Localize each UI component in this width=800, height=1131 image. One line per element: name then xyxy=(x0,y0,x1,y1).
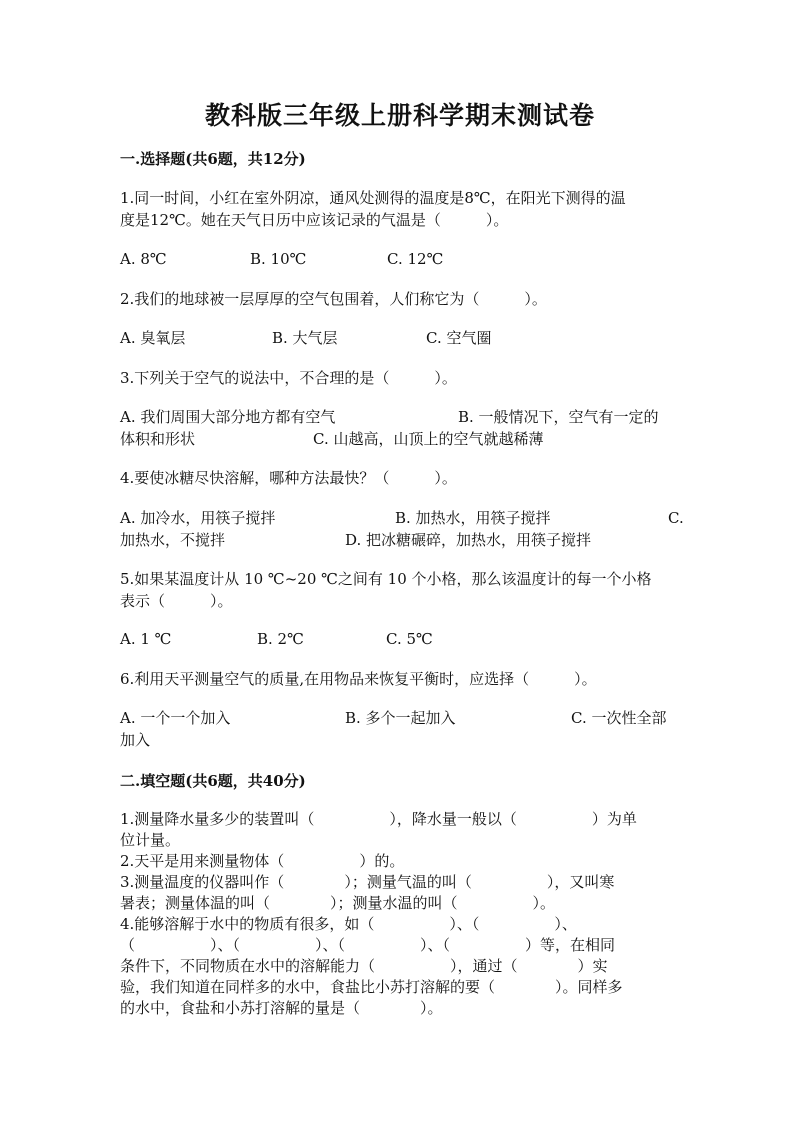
question-text: 2.我们的地球被一层厚厚的空气包围着，人们称它为（ ）。 xyxy=(120,290,547,308)
option-c: C. 12℃ xyxy=(387,250,444,268)
fill-line: 1.测量降水量多少的装置叫（ ），降水量一般以（ ）为单 xyxy=(120,810,637,828)
question-text: 3.下列关于空气的说法中，不合理的是（ ）。 xyxy=(120,369,457,387)
fill-line: 暑表；测量体温的叫（ ）；测量水温的叫（ ）。 xyxy=(120,894,556,912)
fill-line: 验，我们知道在同样多的水中，食盐比小苏打溶解的要（ ）。同样多 xyxy=(120,978,623,996)
option-c-continued: 加热水，不搅拌 xyxy=(120,531,226,549)
option-b-continued: 体积和形状 xyxy=(120,430,196,448)
option-c: C. 5℃ xyxy=(386,630,433,648)
option-d: D. 把冰糖碾碎，加热水，用筷子搅拌 xyxy=(345,531,592,549)
question-text: 5.如果某温度计从 10 ℃~20 ℃之间有 10 个小格，那么该温度计的每一个小格 xyxy=(120,570,652,588)
option-a: A. 一个一个加入 xyxy=(120,709,231,727)
option-a: A. 加冷水，用筷子搅拌 xyxy=(120,509,276,527)
option-b: B. 10℃ xyxy=(250,250,307,268)
fill-line: 条件下，不同物质在水中的溶解能力（ ），通过（ ）实 xyxy=(120,957,608,975)
option-a: A. 1 ℃ xyxy=(120,630,172,648)
fill-line: 2.天平是用来测量物体（ ）的。 xyxy=(120,852,405,870)
option-a: A. 8℃ xyxy=(120,250,167,268)
question-text: 1.同一时间，小红在室外阴凉，通风处测得的温度是8℃，在阳光下测得的温 xyxy=(120,189,626,207)
option-b: B. 一般情况下，空气有一定的 xyxy=(458,408,659,426)
option-b: B. 多个一起加入 xyxy=(345,709,456,727)
fill-line: （ ）、（ ）、（ ）、（ ）等，在相同 xyxy=(120,936,616,954)
fill-line: 3.测量温度的仪器叫作（ ）；测量气温的叫（ ），又叫寒 xyxy=(120,873,615,891)
fill-line: 的水中，食盐和小苏打溶解的量是（ ）。 xyxy=(120,999,443,1017)
section-heading-fill: 二.填空题(共6题，共40分) xyxy=(120,772,306,790)
question-text: 4.要使冰糖尽快溶解，哪种方法最快？（ ）。 xyxy=(120,469,457,487)
option-a: A. 臭氧层 xyxy=(120,329,186,347)
option-b: B. 加热水，用筷子搅拌 xyxy=(395,509,551,527)
option-c: C. 一次性全部 xyxy=(571,709,667,727)
fill-line: 位计量。 xyxy=(120,831,181,849)
option-b: B. 大气层 xyxy=(272,329,338,347)
section-heading-choice: 一.选择题(共6题，共12分) xyxy=(120,150,306,168)
option-b: B. 2℃ xyxy=(257,630,304,648)
question-text: 6.利用天平测量空气的质量,在用物品来恢复平衡时，应选择（ ）。 xyxy=(120,670,597,688)
option-a: A. 我们周围大部分地方都有空气 xyxy=(120,408,336,426)
page-title: 教科版三年级上册科学期末测试卷 xyxy=(204,101,595,130)
option-c: C. 空气圈 xyxy=(426,329,492,347)
question-text: 表示（ ）。 xyxy=(120,592,233,610)
question-text: 度是12℃。她在天气日历中应该记录的气温是（ ）。 xyxy=(120,211,509,229)
option-c: C. 山越高，山顶上的空气就越稀薄 xyxy=(313,430,544,448)
option-c-continued: 加入 xyxy=(120,731,151,749)
fill-line: 4.能够溶解于水中的物质有很多，如（ ）、（ ）、 xyxy=(120,915,577,933)
option-c: C. xyxy=(668,509,684,527)
